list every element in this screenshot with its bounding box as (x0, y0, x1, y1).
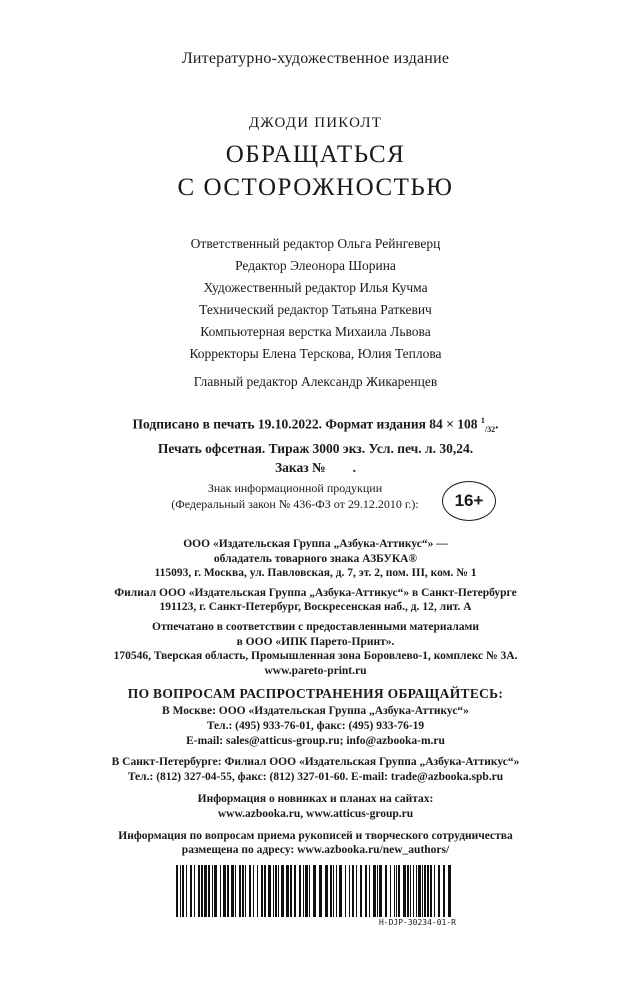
distribution-heading: ПО ВОПРОСАМ РАСПРОСТРАНЕНИЯ ОБРАЩАЙТЕСЬ: (127, 686, 504, 701)
printed-line: www.pareto-print.ru (264, 664, 367, 677)
barcode (174, 865, 456, 917)
barcode-code: H-DJP-30234-01-R (378, 918, 456, 927)
rating-line-2: (Федеральный закон № 436-ФЗ от 29.12.2010 г.): (171, 497, 419, 511)
print-info-line-1 (0, 411, 631, 439)
genre-label: Литературно-художественное издание (181, 50, 450, 67)
credit-line: Художественный редактор Илья Кучма (203, 280, 428, 295)
title-line-2: С ОСТОРОЖНОСТЬЮ (177, 174, 454, 201)
publisher-line: Филиал ООО «Издательская Группа „Азбука-Аттикус“» в Санкт-Петербурге (114, 586, 517, 599)
print-info-line-3: Заказ № . (275, 460, 356, 476)
printed-line: 170546, Тверская область, Промышленная зона Боровлево-1, комплекс № 3А. (113, 650, 518, 663)
format-end: . (495, 416, 499, 432)
manuscripts-line: Информация по вопросам приема рукописей и творческого сотрудничества (118, 829, 513, 842)
spb-line: В Санкт-Петербурге: Филиал ООО «Издательская Группа „Азбука-Аттикус“» (111, 756, 520, 769)
title-line-1: ОБРАЩАТЬСЯ (225, 141, 406, 168)
credits-block (0, 233, 631, 393)
publisher-line: 115093, г. Москва, ул. Павловская, д. 7, эт. 2, пом. III, ком. № 1 (154, 567, 477, 580)
print-format-text: Подписано в печать 19.10.2022. Формат издания 84 × 108 (132, 416, 478, 432)
publisher-block (0, 537, 631, 678)
manuscripts-line: размещена по адресу: www.azbooka.ru/new_authors/ (181, 844, 450, 857)
credit-line: Ответственный редактор Ольга Рейнгеверц (190, 236, 441, 251)
moscow-line: В Москве: ООО «Издательская Группа „Азбука-Аттикус“» (162, 705, 469, 717)
age-rating-badge: 16+ (442, 481, 496, 521)
credit-line: Редактор Элеонора Шорина (235, 258, 396, 273)
publisher-line: обладатель товарного знака АЗБУКА® (213, 552, 418, 565)
rating-text (150, 480, 440, 512)
distribution-block (0, 704, 631, 858)
moscow-line: Тел.: (495) 933-76-01, факс: (495) 933-76-19 (206, 719, 425, 732)
print-info-block (0, 411, 631, 477)
format-sub: /32 (484, 425, 496, 435)
news-line: www.azbooka.ru, www.atticus-group.ru (217, 807, 414, 820)
credit-line: Компьютерная верстка Михаила Львова (200, 324, 431, 339)
format-sup: 1 (480, 416, 485, 425)
moscow-line: E-mail: sales@atticus-group.ru; info@azbooka-m.ru (186, 734, 445, 747)
age-rating-block (0, 480, 631, 520)
book-title (0, 138, 631, 204)
author-name: ДЖОДИ ПИКОЛТ (248, 115, 383, 131)
print-info-line-2: Печать офсетная. Тираж 3000 экз. Усл. печ. л. 30,24. (157, 441, 474, 457)
publisher-line: ООО «Издательская Группа „Азбука-Аттикус“» — (183, 538, 448, 550)
publisher-line: 191123, г. Санкт-Петербург, Воскресенская наб., д. 12, лит. А (159, 601, 472, 614)
rating-line-1: Знак информационной продукции (207, 481, 383, 495)
printed-line: в ООО «ИПК Парето-Принт». (236, 635, 395, 648)
credit-line: Технический редактор Татьяна Раткевич (199, 302, 432, 317)
credit-line: Корректоры Елена Терскова, Юлия Теплова (189, 346, 442, 361)
news-line: Информация о новинках и планах на сайтах: (197, 792, 434, 805)
chief-editor-line: Главный редактор Александр Жикаренцев (193, 374, 438, 389)
spb-line: Тел.: (812) 327-04-55, факс: (812) 327-01-60. E-mail: trade@azbooka.spb.ru (127, 771, 504, 784)
printed-line: Отпечатано в соответствии с предоставленными материалами (152, 620, 479, 633)
